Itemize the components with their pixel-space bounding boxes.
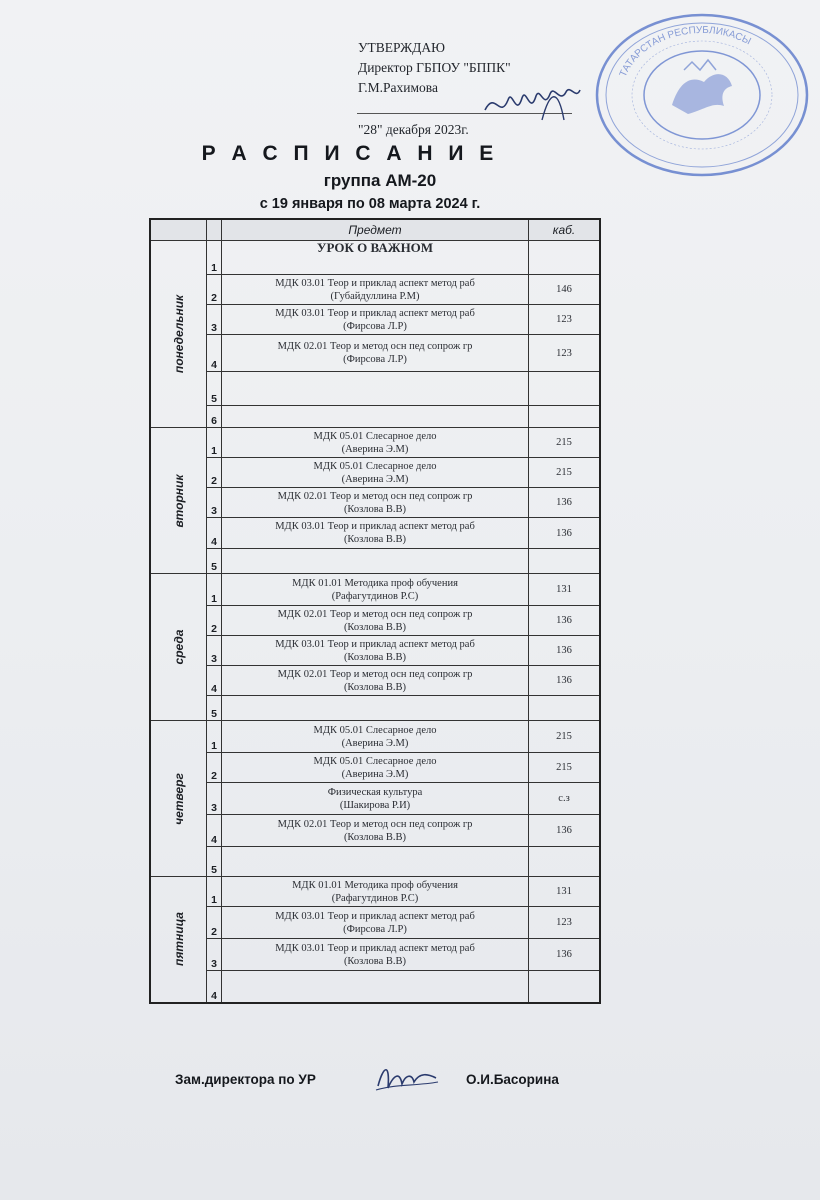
table-row xyxy=(150,549,600,574)
teacher-name: (Фирсова Л.Р) xyxy=(343,923,407,935)
approval-date: "28" декабря 2023г. xyxy=(358,122,469,137)
lesson-room xyxy=(529,372,601,406)
lesson-room: 136 xyxy=(529,488,601,518)
lesson-subject xyxy=(222,458,529,488)
table-row xyxy=(150,877,600,907)
lesson-subject xyxy=(222,428,529,458)
day-cell xyxy=(150,877,207,1003)
lesson-subject xyxy=(222,241,529,275)
lesson-subject xyxy=(222,815,529,847)
lesson-room: 146 xyxy=(529,275,601,305)
lesson-number: 4 xyxy=(207,971,222,1003)
lesson-subject xyxy=(222,606,529,636)
teacher-name: (Козлова В.В) xyxy=(343,503,407,515)
lesson-room xyxy=(529,241,601,275)
lesson-subject xyxy=(222,305,529,335)
lesson-number: 2 xyxy=(207,753,222,783)
subject-col-header: Предмет xyxy=(222,219,529,241)
approval-heading: УТВЕРЖДАЮ xyxy=(358,40,446,55)
lesson-number: 5 xyxy=(207,372,222,406)
schedule-body xyxy=(150,241,600,1003)
svg-text:ТАТАРСТАН РЕСПУБЛИКАСЫ xyxy=(618,25,753,79)
table-row xyxy=(150,275,600,305)
schedule-table xyxy=(149,218,601,1004)
day-cell xyxy=(150,241,207,428)
lesson-room: 131 xyxy=(529,877,601,907)
lesson-subject xyxy=(222,636,529,666)
table-row xyxy=(150,783,600,815)
lesson-room xyxy=(529,971,601,1003)
lesson-number: 4 xyxy=(207,815,222,847)
subject-title: УРОК О ВАЖНОМ xyxy=(316,240,434,255)
lesson-subject xyxy=(222,518,529,549)
teacher-name: (Рафагутдинов Р.С) xyxy=(331,590,419,602)
lesson-number: 1 xyxy=(207,574,222,606)
teacher-name: (Губайдуллина Р.М) xyxy=(330,290,420,302)
lesson-room: 215 xyxy=(529,753,601,783)
table-row xyxy=(150,518,600,549)
day-label: среда xyxy=(171,629,186,665)
lesson-number: 2 xyxy=(207,458,222,488)
lesson-number: 3 xyxy=(207,305,222,335)
lesson-number: 5 xyxy=(207,847,222,877)
lesson-room xyxy=(529,549,601,574)
subject-title: МДК 03.01 Теор и приклад аспект метод раб xyxy=(275,277,475,289)
lesson-room: 215 xyxy=(529,458,601,488)
day-label: вторник xyxy=(171,474,186,527)
subject-title: МДК 02.01 Теор и метод осн пед сопрож гр xyxy=(277,608,473,620)
lesson-number: 3 xyxy=(207,488,222,518)
table-row xyxy=(150,815,600,847)
subject-title: МДК 02.01 Теор и метод осн пед сопрож гр xyxy=(277,818,473,830)
room-col-header: каб. xyxy=(529,219,601,241)
teacher-name: (Фирсова Л.Р) xyxy=(343,320,407,332)
lesson-subject xyxy=(222,877,529,907)
lesson-number: 4 xyxy=(207,518,222,549)
lesson-number: 6 xyxy=(207,406,222,428)
footer-name: О.И.Басорина xyxy=(466,1072,559,1087)
lesson-room: 215 xyxy=(529,428,601,458)
table-row xyxy=(150,372,600,406)
lesson-subject xyxy=(222,783,529,815)
subject-title: МДК 03.01 Теор и приклад аспект метод раб xyxy=(275,638,475,650)
subject-title: МДК 02.01 Теор и метод осн пед сопрож гр xyxy=(277,341,473,352)
lesson-room: 136 xyxy=(529,606,601,636)
lesson-room xyxy=(529,696,601,721)
lesson-number: 2 xyxy=(207,275,222,305)
table-row xyxy=(150,939,600,971)
lesson-number: 3 xyxy=(207,939,222,971)
day-col-header xyxy=(150,219,207,241)
lesson-subject xyxy=(222,907,529,939)
lesson-subject xyxy=(222,666,529,696)
subject-title: МДК 02.01 Теор и метод осн пед сопрож гр xyxy=(277,490,473,502)
teacher-name: (Козлова В.В) xyxy=(343,621,407,633)
footer-position: Зам.директора по УР xyxy=(175,1072,316,1087)
teacher-name: (Козлова В.В) xyxy=(343,831,407,843)
day-label: четверг xyxy=(171,772,186,825)
teacher-name: (Шакирова Р.И) xyxy=(339,799,411,811)
table-row xyxy=(150,574,600,606)
lesson-subject xyxy=(222,574,529,606)
teacher-name: (Козлова В.В) xyxy=(343,534,407,545)
lesson-room: 136 xyxy=(529,815,601,847)
table-row xyxy=(150,696,600,721)
lesson-number: 5 xyxy=(207,549,222,574)
day-cell xyxy=(150,428,207,574)
table-row xyxy=(150,753,600,783)
subject-title: МДК 01.01 Методика проф обучения xyxy=(292,879,458,891)
lesson-subject xyxy=(222,753,529,783)
lesson-room: 123 xyxy=(529,305,601,335)
teacher-name: (Аверина Э.М) xyxy=(341,768,409,780)
table-row xyxy=(150,406,600,428)
schedule-period: с 19 января по 08 марта 2024 г. xyxy=(259,196,481,212)
day-label: понедельник xyxy=(171,294,186,374)
table-row xyxy=(150,721,600,753)
table-row xyxy=(150,971,600,1003)
lesson-room: 215 xyxy=(529,721,601,753)
day-cell xyxy=(150,574,207,721)
lesson-room xyxy=(529,406,601,428)
teacher-name: (Фирсова Л.Р) xyxy=(343,354,407,365)
lesson-room: 123 xyxy=(529,335,601,372)
num-col-header xyxy=(207,219,222,241)
subject-title: Физическая культура xyxy=(327,786,423,798)
table-row xyxy=(150,907,600,939)
lesson-room: с.з xyxy=(529,783,601,815)
group-name: группа АМ-20 xyxy=(323,171,437,190)
document-title: Р А С П И С А Н И Е xyxy=(201,142,499,165)
teacher-name: (Аверина Э.М) xyxy=(341,443,409,455)
table-row xyxy=(150,335,600,372)
subject-title: МДК 05.01 Слесарное дело xyxy=(313,755,437,767)
lesson-number: 1 xyxy=(207,877,222,907)
lesson-room: 136 xyxy=(529,666,601,696)
lesson-subject xyxy=(222,696,529,721)
table-row xyxy=(150,305,600,335)
table-row xyxy=(150,606,600,636)
table-header xyxy=(150,219,600,241)
lesson-number: 3 xyxy=(207,783,222,815)
lesson-subject xyxy=(222,372,529,406)
seal-text: ТАТАРСТАН РЕСПУБЛИКАСЫ xyxy=(617,24,753,79)
table-row xyxy=(150,847,600,877)
subject-title: МДК 01.01 Методика проф обучения xyxy=(292,577,458,589)
day-label: пятница xyxy=(171,912,186,967)
subject-title: МДК 05.01 Слесарное дело xyxy=(313,430,437,442)
lesson-number: 5 xyxy=(207,696,222,721)
lesson-number: 4 xyxy=(207,335,222,372)
lesson-number: 1 xyxy=(207,721,222,753)
lesson-subject xyxy=(222,721,529,753)
lesson-room: 131 xyxy=(529,574,601,606)
lesson-number: 2 xyxy=(207,606,222,636)
teacher-name: (Козлова В.В) xyxy=(343,955,407,967)
table-row xyxy=(150,636,600,666)
lesson-subject xyxy=(222,275,529,305)
lesson-subject xyxy=(222,335,529,372)
teacher-name: (Рафагутдинов Р.С) xyxy=(331,892,419,904)
teacher-name: (Аверина Э.М) xyxy=(341,473,409,485)
subject-title: МДК 03.01 Теор и приклад аспект метод раб xyxy=(275,521,475,532)
lesson-room: 123 xyxy=(529,907,601,939)
table-row xyxy=(150,488,600,518)
table-row xyxy=(150,241,600,275)
table-row xyxy=(150,428,600,458)
lesson-subject xyxy=(222,488,529,518)
lesson-subject xyxy=(222,971,529,1003)
lesson-number: 3 xyxy=(207,636,222,666)
table-row xyxy=(150,666,600,696)
lesson-number: 1 xyxy=(207,241,222,275)
director-signature xyxy=(480,80,590,130)
lesson-number: 4 xyxy=(207,666,222,696)
lesson-room: 136 xyxy=(529,939,601,971)
deputy-signature xyxy=(372,1060,442,1094)
approval-name: Г.М.Рахимова xyxy=(358,80,438,95)
lesson-room: 136 xyxy=(529,518,601,549)
subject-title: МДК 03.01 Теор и приклад аспект метод раб xyxy=(275,910,475,922)
teacher-name: (Козлова В.В) xyxy=(343,681,407,693)
subject-title: МДК 03.01 Теор и приклад аспект метод раб xyxy=(275,942,475,954)
subject-title: МДК 03.01 Теор и приклад аспект метод раб xyxy=(275,307,475,319)
day-cell xyxy=(150,721,207,877)
lesson-room: 136 xyxy=(529,636,601,666)
lesson-subject xyxy=(222,406,529,428)
teacher-name: (Аверина Э.М) xyxy=(341,737,409,749)
lesson-subject xyxy=(222,847,529,877)
lesson-number: 1 xyxy=(207,428,222,458)
lesson-subject xyxy=(222,939,529,971)
lesson-number: 2 xyxy=(207,907,222,939)
subject-title: МДК 05.01 Слесарное дело xyxy=(313,460,437,472)
subject-title: МДК 02.01 Теор и метод осн пед сопрож гр xyxy=(277,668,473,680)
approval-position: Директор ГБПОУ "БППК" xyxy=(358,60,511,75)
teacher-name: (Козлова В.В) xyxy=(343,651,407,663)
lesson-subject xyxy=(222,549,529,574)
lesson-room xyxy=(529,847,601,877)
table-row xyxy=(150,458,600,488)
subject-title: МДК 05.01 Слесарное дело xyxy=(313,724,437,736)
